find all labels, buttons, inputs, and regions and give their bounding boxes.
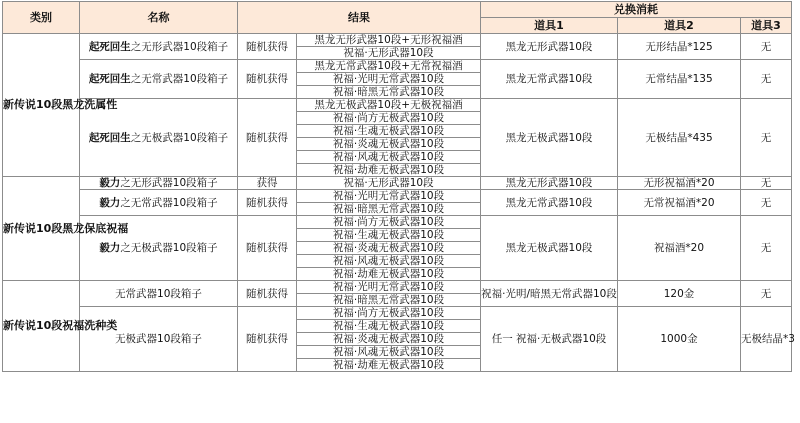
- result-cell: 祝福·暗黑无常武器10段: [297, 203, 481, 216]
- result-cell: 祝福·光明无常武器10段: [297, 281, 481, 294]
- item2-cell: 120金: [618, 281, 741, 307]
- box-name-cell: [80, 177, 238, 190]
- method-cell: 随机获得: [238, 307, 297, 372]
- result-cell: 祝福·无形武器10段: [297, 177, 481, 190]
- item2-cell: 祝福酒*20: [618, 216, 741, 281]
- box-name-cell: [80, 190, 238, 216]
- table-row: [3, 190, 792, 203]
- box-name-prefix: 毅力: [99, 242, 121, 254]
- result-cell: 祝福·尚方无极武器10段: [297, 307, 481, 320]
- method-cell: 随机获得: [238, 99, 297, 177]
- item2-cell: 无极结晶*435: [618, 99, 741, 177]
- box-name-prefix: 毅力: [99, 196, 121, 209]
- box-name-prefix: 起死回生: [88, 131, 131, 144]
- item3-cell: 无: [741, 190, 792, 216]
- box-name-suffix: 之无形武器10段箱子: [130, 40, 229, 53]
- result-cell: 祝福·炎魂无极武器10段: [297, 138, 481, 151]
- result-cell: 黑龙无形武器10段+无形祝福酒: [297, 34, 481, 47]
- header-name: 名称: [80, 2, 238, 34]
- header-cost: 兑换消耗: [481, 2, 792, 18]
- table-row: [3, 34, 792, 47]
- method-cell: 随机获得: [238, 216, 297, 281]
- item3-cell: 无: [741, 216, 792, 281]
- box-name-cell: [80, 281, 238, 307]
- item3-cell: 无: [741, 34, 792, 60]
- header-category: 类别: [3, 2, 80, 34]
- header-item2: 道具2: [618, 18, 741, 34]
- box-name-prefix: 毅力: [99, 177, 121, 189]
- item1-cell: 黑龙无极武器10段: [481, 99, 618, 177]
- item1-cell: 祝福·光明/暗黑无常武器10段: [481, 281, 618, 307]
- method-cell: 随机获得: [238, 34, 297, 60]
- result-cell: 祝福·劫难无极武器10段: [297, 268, 481, 281]
- item1-cell: 黑龙无常武器10段: [481, 190, 618, 216]
- item1-cell: 黑龙无形武器10段: [481, 177, 618, 190]
- header-result: 结果: [238, 2, 481, 34]
- category-cell: 新传说10段黑龙洗属性: [3, 34, 80, 177]
- result-cell: 祝福·尚方无极武器10段: [297, 112, 481, 125]
- header-item3: 道具3: [741, 18, 792, 34]
- result-cell: 祝福·炎魂无极武器10段: [297, 242, 481, 255]
- box-name-suffix: 之无极武器10段箱子: [120, 242, 218, 254]
- box-name-cell: [80, 34, 238, 60]
- result-cell: 祝福·暗黑无常武器10段: [297, 86, 481, 99]
- result-cell: 祝福·炎魂无极武器10段: [297, 333, 481, 346]
- box-name-suffix: 之无常武器10段箱子: [120, 196, 218, 209]
- item1-cell: 黑龙无极武器10段: [481, 216, 618, 281]
- item3-cell: 无: [741, 99, 792, 177]
- result-cell: 祝福·风魂无极武器10段: [297, 151, 481, 164]
- result-cell: 黑龙无极武器10段+无极祝福酒: [297, 99, 481, 112]
- box-name-prefix: 起死回生: [88, 40, 131, 53]
- table-row: [3, 99, 792, 112]
- box-name-suffix: 无极武器10段箱子: [115, 333, 202, 345]
- table-row: [3, 60, 792, 73]
- table-row: [3, 177, 792, 190]
- item3-cell: 无: [741, 281, 792, 307]
- box-name-suffix: 之无形武器10段箱子: [120, 177, 218, 189]
- result-cell: 祝福·生魂无极武器10段: [297, 125, 481, 138]
- result-cell: 祝福·光明无常武器10段: [297, 190, 481, 203]
- header-item1: 道具1: [481, 18, 618, 34]
- method-cell: 随机获得: [238, 60, 297, 99]
- table-row: [3, 307, 792, 320]
- result-cell: 祝福·生魂无极武器10段: [297, 320, 481, 333]
- result-cell: 祝福·风魂无极武器10段: [297, 255, 481, 268]
- result-cell: 祝福·光明无常武器10段: [297, 73, 481, 86]
- exchange-table: [2, 1, 795, 372]
- box-name-suffix: 之无极武器10段箱子: [130, 131, 229, 144]
- result-cell: 祝福·劫难无极武器10段: [297, 359, 481, 372]
- result-cell: 祝福·生魂无极武器10段: [297, 229, 481, 242]
- result-cell: 祝福·无形武器10段: [297, 47, 481, 60]
- box-name-prefix: 起死回生: [88, 73, 131, 85]
- item3-cell: 无: [741, 60, 792, 99]
- item2-cell: 无形祝福酒*20: [618, 177, 741, 190]
- item3-cell: 无极结晶*3: [741, 307, 792, 372]
- item1-cell: 黑龙无形武器10段: [481, 34, 618, 60]
- box-name-suffix: 无常武器10段箱子: [115, 287, 202, 300]
- box-name-suffix: 之无常武器10段箱子: [130, 73, 229, 85]
- category-cell: 新传说10段祝福洗种类: [3, 281, 80, 372]
- item3-cell: 无: [741, 177, 792, 190]
- result-cell: 黑龙无常武器10段+无常祝福酒: [297, 60, 481, 73]
- method-cell: 随机获得: [238, 190, 297, 216]
- item2-cell: 1000金: [618, 307, 741, 372]
- result-cell: 祝福·尚方无极武器10段: [297, 216, 481, 229]
- item2-cell: 无常结晶*135: [618, 60, 741, 99]
- box-name-cell: [80, 60, 238, 99]
- box-name-cell: [80, 307, 238, 372]
- method-cell: 获得: [238, 177, 297, 190]
- result-cell: 祝福·风魂无极武器10段: [297, 346, 481, 359]
- table-row: [3, 281, 792, 294]
- item1-cell: 任一 祝福·无极武器10段: [481, 307, 618, 372]
- item1-cell: 黑龙无常武器10段: [481, 60, 618, 99]
- item2-cell: 无常祝福酒*20: [618, 190, 741, 216]
- result-cell: 祝福·劫难无极武器10段: [297, 164, 481, 177]
- category-cell: 新传说10段黑龙保底祝福: [3, 177, 80, 281]
- method-cell: 随机获得: [238, 281, 297, 307]
- item2-cell: 无形结晶*125: [618, 34, 741, 60]
- result-cell: 祝福·暗黑无常武器10段: [297, 294, 481, 307]
